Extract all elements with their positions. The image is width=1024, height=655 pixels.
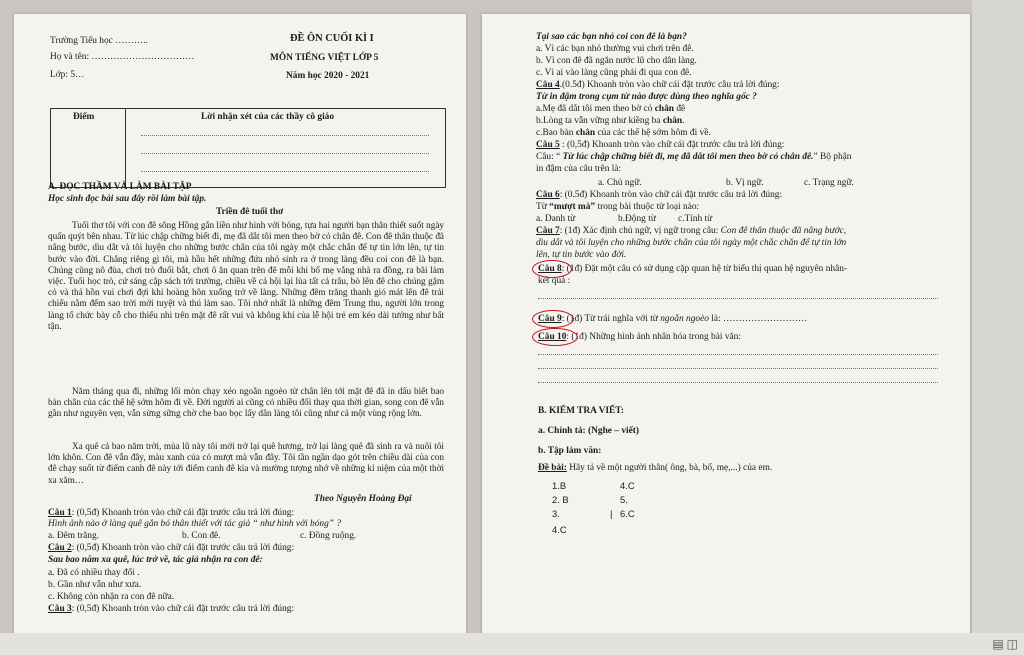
answer-line bbox=[538, 298, 938, 299]
q4-option-b: b.Lòng ta vẫn vững như kiềng ba chân. bbox=[536, 116, 685, 126]
paragraph-1: Tuổi thơ tôi với con đê sông Hồng gắn liền như hình với bóng, tựa hai người bạn thân thiết suốt ngày quấn quýt bên nhau. Từ lúc chập chững biết đi, mẹ đã dắt tôi men theo bờ cỏ chân đê. Con đê thân thuộc đã nâng bước, dìu dắt và tôi luyện cho những bước chân của tôi ngày một chắc chắn để tự tin lớn lên, tự tin bước vào đời. Chẳng riêng gì tôi, mà hầu hết những đứa nhỏ sinh ra ở trong làng đều coi con đê là bạn. Chúng cũng nô đùa, chơi trò đuổi bắt, chơi ô ăn quan trên đê mỗi khi bố mẹ vắng nhà ra đồng, ra bãi làm việc. Tuổi học trò, cứ sáng cặp sách tới trường, chiều về cả hội lại lùa tất cả trâu, bò lên đê cho chúng gặm cỏ và thả hồn vui chơi đợi khi hoàng hôn xuống trở về làng. Những đêm trăng thanh gió mát lên đê trải chiếu nằm đếm sao trời mới tuyệt và thú làm sao. Tôi nhớ nhất là những đêm Trung thu, người lớn trong làng tổ chức bày cỗ cho thiếu nhi trên mặt đê rất vui và không khí của lễ hội trẻ em kéo dài tưởng như bất tận. bbox=[48, 220, 444, 331]
comment-line bbox=[141, 153, 429, 154]
author: Theo Nguyễn Hoàng Đại bbox=[314, 494, 412, 504]
q1-option-c: c. Đồng ruộng. bbox=[300, 531, 357, 541]
section-a-title: A. ĐỌC THẦM VÀ LÀM BÀI TẬP bbox=[48, 182, 192, 192]
question-4: Câu 4.(0.5đ) Khoanh tròn vào chữ cái đặt trước câu trả lời đúng: bbox=[536, 80, 780, 90]
section-b-dictation: a. Chính tả: (Nghe – viết) bbox=[538, 426, 640, 436]
answer-key-item: 6.C bbox=[620, 508, 635, 519]
q1-option-a: a. Đêm trăng. bbox=[48, 531, 100, 541]
answer-key-item: 2. B bbox=[552, 494, 569, 505]
question-5-text: Câu: “ Từ lúc chập chững biết đi, mẹ đã dắt tôi men theo bờ cỏ chân đê.” Bộ phận bbox=[536, 152, 852, 162]
q4-option-a: a.Mẹ đã dắt tôi men theo bờ cỏ chân đê bbox=[536, 104, 686, 114]
section-b-title: B. KIỂM TRA VIẾT: bbox=[538, 406, 624, 416]
exam-subject: MÔN TIẾNG VIỆT LỚP 5 bbox=[270, 53, 379, 63]
score-label: Điểm bbox=[73, 112, 95, 122]
answer-key-divider: | bbox=[610, 508, 613, 519]
right-page bbox=[482, 14, 970, 655]
question-4-text: Từ in đậm trong cụm từ nào được dùng theo nghĩa gốc ? bbox=[536, 92, 757, 102]
comment-label: Lời nhận xét của các thầy cô giáo bbox=[201, 112, 335, 122]
q4-option-c: c.Bao bàn chân của các thế hệ sớm hôm đi về. bbox=[536, 128, 711, 138]
question-2-text: Sau bao năm xa quê, lúc trở về, tác giả nhận ra con đê: bbox=[48, 555, 263, 565]
question-6-text: Từ “mượt mà” trong bài thuộc từ loại nào: bbox=[536, 202, 700, 212]
question-9: Câu 9: (1đ) Từ trái nghĩa với từ ngoằn ngoèo là: ……………………… bbox=[538, 314, 808, 324]
answer-key-item: 4.C bbox=[552, 524, 567, 535]
question-8: Câu 8: (1đ) Đặt một câu có sử dụng cặp quan hệ từ biểu thị quan hệ nguyên nhân- bbox=[538, 264, 848, 274]
q5-option-a: a. Chủ ngữ. bbox=[598, 178, 642, 188]
exam-title: ĐỀ ÔN CUỐI KÌ I bbox=[290, 33, 374, 44]
class-label: Lớp: 5… bbox=[50, 70, 85, 80]
question-2: Câu 2: (0,5đ) Khoanh tròn vào chữ cái đặt trước câu trả lời đúng: bbox=[48, 543, 295, 553]
story-title: Triền đê tuổi thơ bbox=[216, 207, 284, 217]
school-label: Trường Tiểu học ……….. bbox=[50, 36, 148, 46]
question-7-sentence-end: lên, tự tin bước vào đời. bbox=[536, 250, 627, 260]
red-circle-mark bbox=[532, 260, 572, 278]
answer-line bbox=[538, 354, 938, 355]
question-3: Câu 3: (0,5đ) Khoanh tròn vào chữ cái đặt trước câu trả lời đúng: bbox=[48, 604, 295, 614]
comment-line bbox=[141, 135, 429, 136]
answer-key-item: 1.B bbox=[552, 480, 567, 491]
name-label: Họ và tên: …………………………… bbox=[50, 52, 195, 62]
section-a-instruction: Học sinh đọc bài sau đây rồi làm bài tập. bbox=[48, 194, 207, 204]
q2-option-b: b. Gần như vẫn như xưa. bbox=[48, 580, 142, 590]
exam-year: Năm học 2020 - 2021 bbox=[286, 71, 370, 81]
question-8-cont: kết quả : bbox=[538, 276, 571, 286]
section-b-composition: b. Tập làm văn: bbox=[538, 446, 602, 456]
q6-option-c: c.Tính từ bbox=[678, 214, 713, 224]
red-circle-mark bbox=[532, 328, 578, 346]
answer-line bbox=[538, 382, 938, 383]
left-page bbox=[14, 14, 466, 655]
q2-option-c: c. Không còn nhận ra con đê nữa. bbox=[48, 592, 175, 602]
q3-option-a: a. Vì các bạn nhỏ thường vui chơi trên đê. bbox=[536, 44, 694, 54]
answer-line bbox=[538, 368, 938, 369]
screen-side-panel bbox=[972, 0, 1024, 655]
q3-option-b: b. Vì con đê đã ngăn nước lũ cho dân làng. bbox=[536, 56, 697, 66]
answer-key-item: 4.C bbox=[620, 480, 635, 491]
question-7-sentence: dìu dắt và tôi luyện cho những bước chân của tôi ngày một chắc chắn để tự tin lớn bbox=[536, 238, 847, 248]
paragraph-3: Xa quê cả bao năm trời, mùa lũ này tôi mới trở lại quê hương, trở lại làng quê đã sinh ra và nuôi tôi lớn khôn. Con đê vẫn đây, màu xanh của cỏ mượt mà vẫn đây. Tôi tần ngần dạo gót trên chiều dài của con đê chạy suốt từ điếm canh đê này tới điếm canh đê kia và mường tượng nhớ về những kỉ niệm của một thời xa xăm… bbox=[48, 441, 444, 485]
answer-key-item: 3. bbox=[552, 508, 560, 519]
answer-key-item: 5. bbox=[620, 494, 628, 505]
question-5-text-cont: in đậm của câu trên là: bbox=[536, 164, 622, 174]
q2-option-a: a. Đã có nhiều thay đổi . bbox=[48, 568, 140, 578]
q6-option-b: b.Động từ bbox=[618, 214, 656, 224]
red-circle-mark bbox=[532, 310, 574, 328]
q6-option-a: a. Danh từ bbox=[536, 214, 576, 224]
q5-option-b: b. Vị ngữ. bbox=[726, 178, 764, 188]
comment-line bbox=[141, 171, 429, 172]
question-1: Câu 1: (0,5đ) Khoanh tròn vào chữ cái đặt trước câu trả lời đúng: bbox=[48, 508, 295, 518]
q5-option-c: c. Trạng ngữ. bbox=[804, 178, 854, 188]
question-6: Câu 6: (0.5đ) Khoanh tròn vào chữ cái đặt trước câu trả lời đúng: bbox=[536, 190, 783, 200]
question-10: Câu 10: (1đ) Những hình ảnh nhân hóa trong bài văn: bbox=[538, 332, 741, 342]
view-mode-icon[interactable]: ▤ ◫ bbox=[992, 637, 1018, 651]
q1-option-b: b. Con đê. bbox=[182, 531, 221, 541]
question-5: Câu 5 : (0,5đ) Khoanh tròn vào chữ cái đặt trước câu trả lời đúng: bbox=[536, 140, 785, 150]
q3-option-c: c. Vì ai vào làng cũng phải đi qua con đê. bbox=[536, 68, 692, 78]
status-bar bbox=[0, 633, 1024, 655]
comment-table bbox=[50, 108, 446, 188]
question-1-text: Hình ảnh nào ở làng quê gắn bó thân thiết với tác giả “ như hình với bóng” ? bbox=[48, 519, 342, 529]
question-7: Câu 7: (1đ) Xác định chủ ngữ, vị ngữ trong câu: Con đê thân thuộc đã nâng bước, bbox=[536, 226, 847, 236]
question-3-text: Tại sao các bạn nhỏ coi con đê là bạn? bbox=[536, 32, 687, 42]
essay-topic: Đề bài: Hãy tả về một người thân( ông, bà, bố, mẹ,...) của em. bbox=[538, 463, 773, 473]
paragraph-2: Năm tháng qua đi, những lối mòn chạy xéo ngoằn ngoèo từ chân lên tới mặt đê đã in dấu biết bao bàn chân của các thế hệ sớm hôm đi về. Đời người ai cũng có nhiều đổi thay qua thời gian, song con đê vẫn gần như nguyên vẹn, vẫn sừng sững chờ che bao bọc lấy dân làng tôi cũng như cả một vùng rộng lớn. bbox=[48, 386, 444, 419]
